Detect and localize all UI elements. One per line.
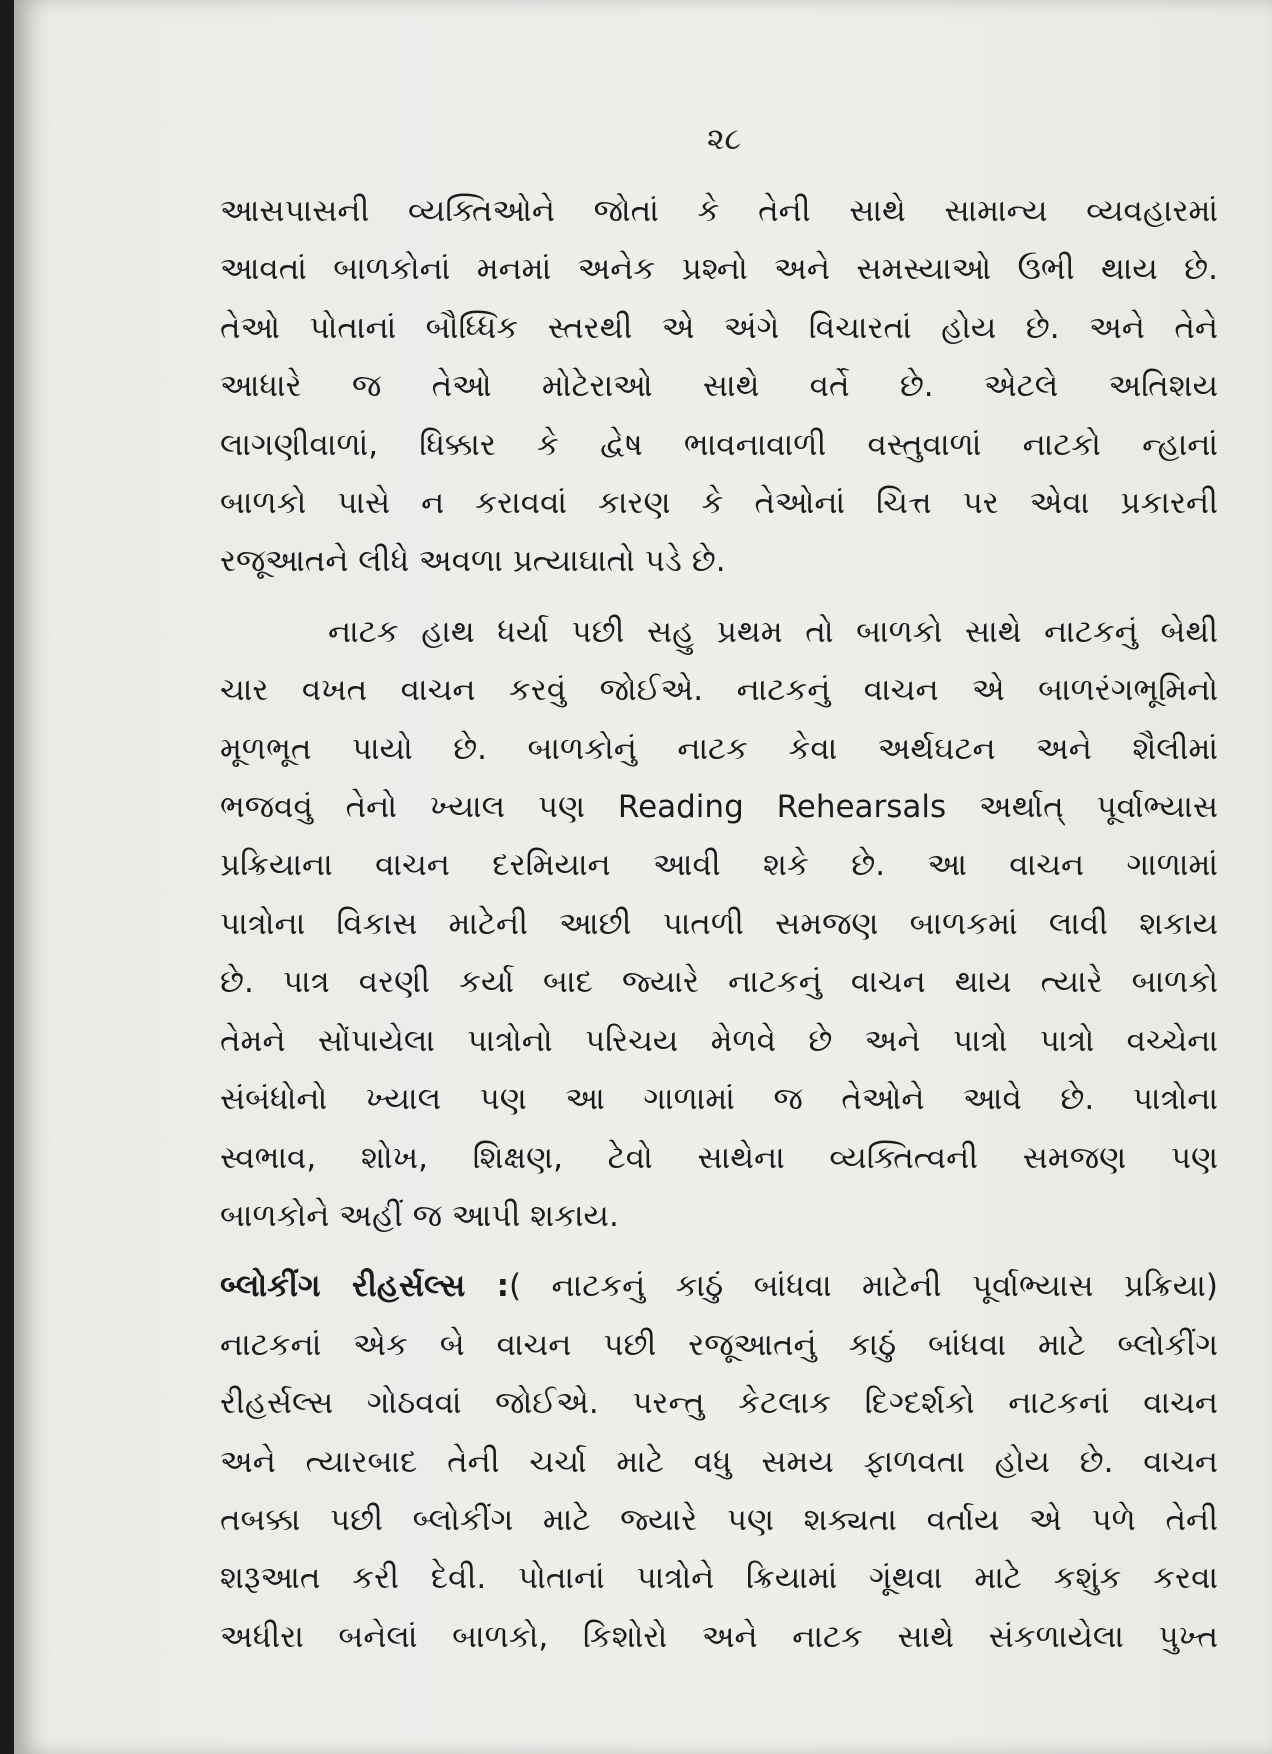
text-line: લાગણીવાળાં, ધિક્કાર કે દ્વેષ ભાવનાવાળી વસ્તુવાળાં નાટકો ન્હાનાં — [220, 426, 1218, 463]
text-line: સ્વભાવ, શોખ, શિક્ષણ, ટેવો સાથેના વ્યક્તિત્વની સમજણ પણ — [220, 1139, 1218, 1176]
text-line: છે. પાત્ર વરણી કર્યા બાદ જ્યારે નાટકનું વાચન થાય ત્યારે બાળકો — [220, 964, 1218, 1001]
body-text — [220, 182, 1218, 1666]
text-line: નાટકનાં એક બે વાચન પછી રજૂઆતનું કાઠું બાંધવા માટે બ્લોકીંગ — [220, 1326, 1219, 1363]
text-line: બાળકોને અહીં જ આપી શકાય. — [220, 1197, 619, 1234]
text-line: તેઓ પોતાનાં બૌધ્ધિક સ્તરથી એ અંગે વિચારતાં હોય છે. અને તેને — [220, 309, 1218, 346]
text-line: તબક્કા પછી બ્લોકીંગ માટે જ્યારે પણ શક્યતા વર્તાય એ પળે તેની — [220, 1501, 1218, 1538]
text-line: બાળકો પાસે ન કરાવવાં કારણ કે તેઓનાં ચિત્ત પર એવા પ્રકારની — [220, 485, 1218, 522]
text-line: પાત્રોના વિકાસ માટેની આછી પાતળી સમજણ બાળકમાં લાવી શકાય — [220, 905, 1218, 942]
text-line: આવતાં બાળકોનાં મનમાં અનેક પ્રશ્નો અને સમસ્યાઓ ઉભી થાય છે. — [220, 251, 1218, 288]
text-line: સંબંધોનો ખ્યાલ પણ આ ગાળામાં જ તેઓને આવે છે. પાત્રોના — [220, 1081, 1218, 1118]
text-line: રીહર્સલ્સ ગોઠવવાં જોઈએ. પરન્તુ કેટલાક દિગ્દર્શકો નાટકનાં વાચન — [220, 1385, 1218, 1422]
text-line: પ્રક્રિયાના વાચન દરમિયાન આવી શકે છે. આ વાચન ગાળામાં — [220, 847, 1218, 884]
text-line: આસપાસની વ્યક્તિઓને જોતાં કે તેની સાથે સામાન્ય વ્યવહારમાં — [220, 193, 1218, 229]
text-line: અધીરા બનેલાં બાળકો, કિશોરો અને નાટક સાથે સંકળાયેલા પુખ્ત — [220, 1618, 1218, 1655]
text-line: નાટક હાથ ધર્યા પછી સહુ પ્રથમ તો બાળકો સાથે નાટકનું બેથી — [328, 613, 1218, 650]
text-line: અને ત્યારબાદ તેની ચર્ચા માટે વધુ સમય ફાળવતા હોય છે. વાચન — [220, 1443, 1218, 1480]
book-page — [14, 0, 1272, 1754]
section-heading-line — [220, 1257, 1218, 1315]
paragraph-2 — [220, 603, 1218, 1245]
text-line: મૂળભૂત પાયો છે. બાળકોનું નાટક કેવા અર્થઘટન અને શૈલીમાં — [220, 730, 1218, 767]
page-number: ૨૮ — [706, 122, 742, 157]
text-line: તેમને સોંપાયેલા પાત્રોનો પરિચય મેળવે છે અને પાત્રો પાત્રો વચ્ચેના — [220, 1022, 1218, 1059]
paragraph-1 — [220, 182, 1218, 591]
text-line: રજૂઆતને લીધે અવળા પ્રત્યાઘાતો પડે છે. — [220, 543, 726, 580]
section-heading-subtitle: ( નાટકનું કાઠું બાંધવા માટેની પૂર્વાભ્યાસ પ્રક્રિયા) — [508, 1268, 1218, 1305]
text-line: ચાર વખત વાચન કરવું જોઈએ. નાટકનું વાચન એ બાળરંગભૂમિનો — [220, 672, 1218, 709]
text-line: ભજવવું તેનો ખ્યાલ પણ Reading Rehearsals અર્થાત્ પૂર્વાભ્યાસ — [220, 789, 1218, 826]
text-line: શરૂઆત કરી દેવી. પોતાનાં પાત્રોને ક્રિયામાં ગૂંથવા માટે કશુંક કરવા — [220, 1560, 1218, 1597]
text-line: આધારે જ તેઓ મોટેરાઓ સાથે વર્તે છે. એટલે અતિશય — [220, 368, 1218, 405]
section-blocking-rehearsals — [220, 1257, 1218, 1666]
section-heading: બ્લોકીંગ રીહર્સલ્સ : — [220, 1268, 509, 1305]
